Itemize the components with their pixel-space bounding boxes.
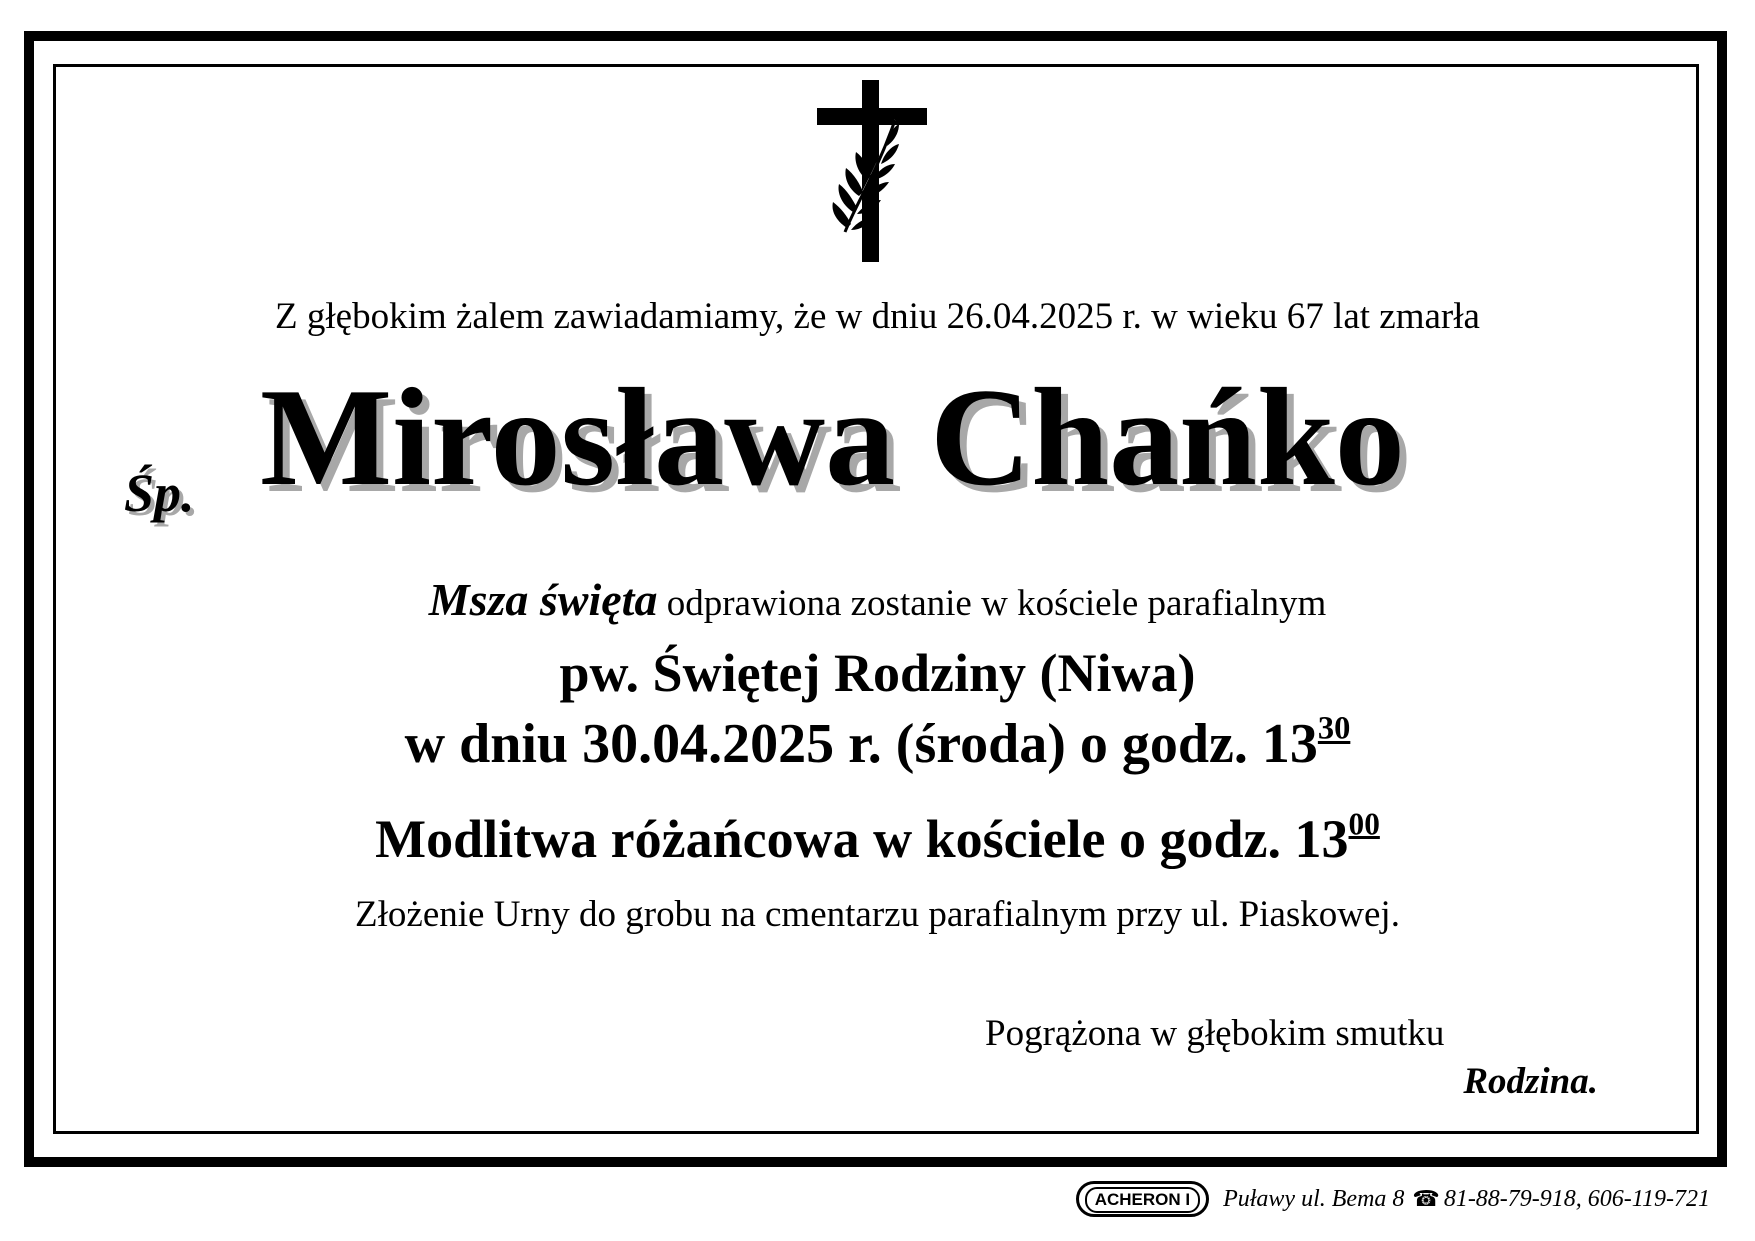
mass-date-line [0, 712, 1755, 776]
mass-line [0, 573, 1755, 626]
mass-date-text: w dniu 30.04.2025 r. (środa) o godz. 13 [404, 713, 1318, 775]
mass-text: odprawiona zostanie w kościele parafialnym [666, 583, 1327, 624]
rosary-text: Modlitwa różańcowa w kościele o godz. 13 [375, 809, 1349, 869]
rosary-time-minutes: 00 [1348, 806, 1380, 842]
footer [1076, 1181, 1710, 1217]
acheron-logo [1076, 1181, 1209, 1217]
urn-burial-text: Złożenie Urny do grobu na cmentarzu parafialnym przy ul. Piaskowej. [355, 894, 1400, 935]
rosary-line [0, 808, 1755, 870]
grief-text: Pogrążona w głębokim smutku [985, 1013, 1445, 1054]
deceased-name: Mirosława Chańko [260, 360, 1405, 515]
telephone-icon: ☎ [1412, 1186, 1440, 1211]
mass-time-minutes: 30 [1317, 710, 1351, 747]
family-signature: Rodzina. [1463, 1061, 1598, 1102]
logo-text: ACHERON I [1085, 1187, 1200, 1213]
name-prefix: Śp. [124, 463, 195, 523]
intro-text: Z głębokim żalem zawiadamiamy, że w dniu 26.04.2025 r. w wieku 67 lat zmarła [275, 296, 1480, 337]
footer-phones: 81-88-79-918, 606-119-721 [1443, 1185, 1710, 1212]
cross-with-palm-branch-icon [817, 80, 927, 262]
mass-label: Msza święta [428, 574, 658, 625]
church-name: pw. Świętej Rodziny (Niwa) [559, 643, 1196, 703]
footer-address: Puławy ul. Bema 8 [1223, 1185, 1405, 1212]
